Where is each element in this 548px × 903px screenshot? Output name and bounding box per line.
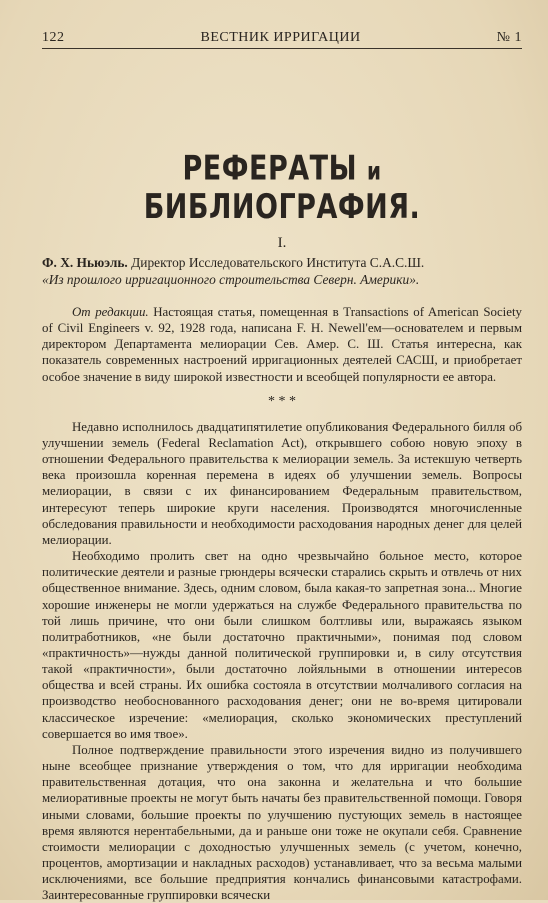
article-subtitle: «Из прошлого ирригационного строительства Северн. Америки».	[42, 272, 420, 287]
body-paragraph: Необходимо пролить свет на одно чрезвычайно больное место, которое политические деятели и разные грюндеры всячески старались скрыть и отвлечь от них общественное внимание. Здесь, одним словом, была какая-то запретная зона... Многие хорошие инженеры не могли удержаться на службе Федерального правительства по той лишь причине, что они были слишком болтливы или, выражаясь языком политработников, «не были достаточно практичными», понимая под словом «практичность»—нужды данной политической группировки и, в силу отсутствия такой «практичности», были достаточно лойяльными в отношении интересов общества и всей страны. Их ошибка состояла в отсутствии молчаливого согласия на производство необоснованного расходования денег; они не во-время цитировали классическое изречение: «мелиорация, сколько экономических преступлений совершается во имя твое».	[42, 549, 522, 741]
running-head	[42, 30, 522, 49]
byline	[42, 254, 522, 288]
section-title-part1: РЕФЕРАТЫ	[182, 149, 358, 188]
body-paragraph: Полное подтверждение правильности этого изречения видно из получившего ныне всеобщее признание утверждения о том, что для ирригации необходима правительственная дотация, что она законна и желательна и что большие мелиоративные проекты не могут быть начаты без правительственной помощи. Говоря иными словами, большие проекты по улучшению пустующих земель в настоящее время являются нерентабельными, да и раньше они тоже не окупали себя. Сравнение стоимости мелиорации с доходностью улучшенных земель (с учетом, конечно, процентов, амортизации и накладных расходов) устанавливает, что за весьма малыми исключениями, все большие предприятия кончались финансовыми катастрофами. Заинтересованные группировки всячески	[42, 742, 522, 903]
section-title-part2: и	[366, 155, 382, 186]
journal-title: ВЕСТНИК ИРРИГАЦИИ	[200, 30, 361, 45]
section-title-part3: БИБЛИОГРАФИЯ.	[143, 188, 421, 227]
body-paragraph: Недавно исполнилось двадцатипятилетие опубликования Федерального билля об улучшении земель (Federal Reclamation Act), открывшего собою новую эпоху в отношении Федерального правительства к мелиорации земель. За истекшую четверть века произошла коренная перемена в идеях об улучшении земель. Вопросы мелиорации, в связи с их финансированием Федеральным правительством, интересуют теперь широкие круги населения. Производятся многочисленные обследования правильности и необходимости расходования народных денег для целей мелиорации.	[42, 419, 522, 547]
editor-note	[42, 304, 522, 385]
editor-note-text: Настоящая статья, помещенная в Transactions of American Society of Civil Engineers v. 92, 1928 года, написана F. H. Newell'ем—основателем и первым директором Департамента мелиорации Сев. Амер. С. Ш. Статья интересна, как показатель современных настроений ирригационных деятелей САСШ, и приобретает особое значение в виду широкой известности и всеобщей популярности ее автора.	[42, 305, 522, 384]
page-number: 122	[42, 30, 65, 45]
author-affiliation: Директор Исследовательского Института С.А.С.Ш.	[131, 255, 425, 270]
issue-number: № 1	[496, 30, 522, 45]
article-number: I.	[277, 235, 287, 251]
section-title	[42, 149, 522, 227]
editor-note-lead: От редакции.	[72, 305, 149, 319]
separator-asterisks: * * *	[268, 393, 296, 409]
author-name: Ф. Х. Ньюэль.	[42, 255, 128, 270]
